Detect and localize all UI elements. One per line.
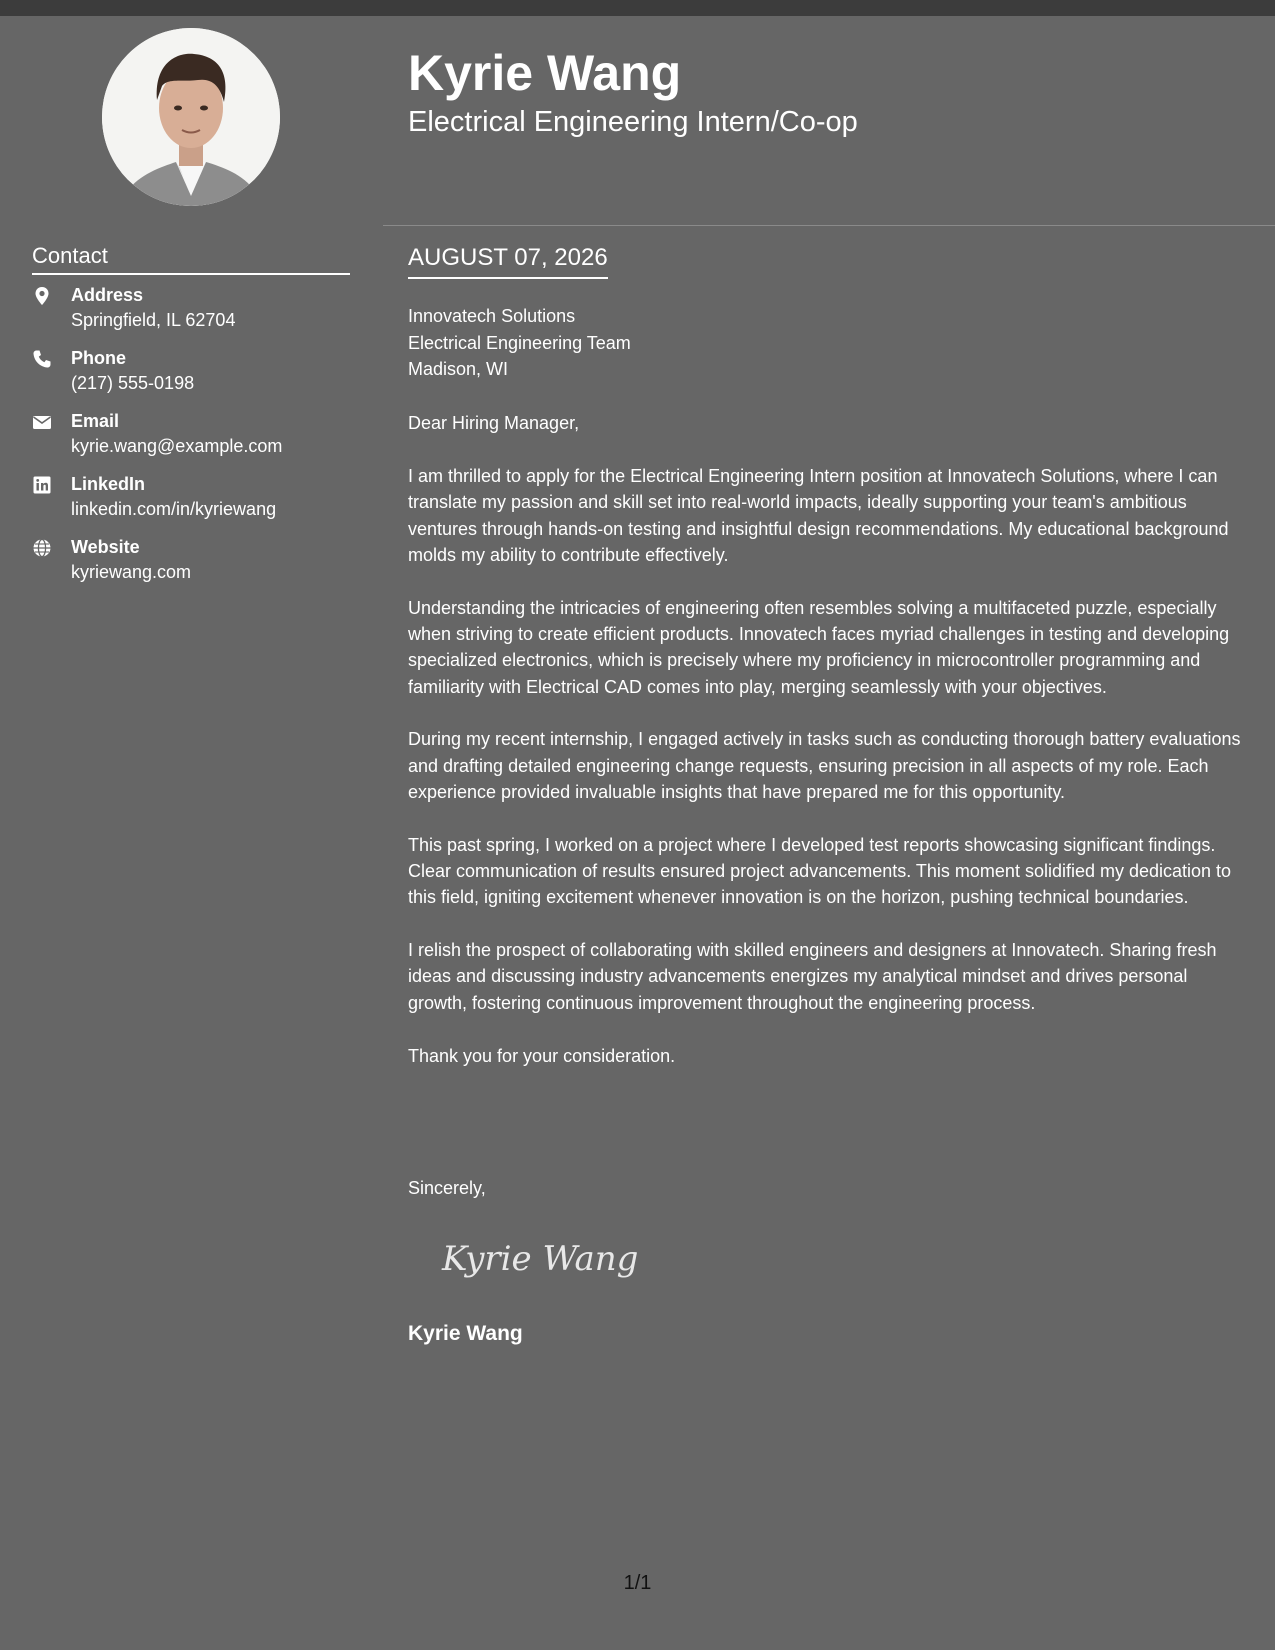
contact-value-email[interactable]: kyrie.wang@example.com <box>71 436 283 456</box>
signature <box>438 1232 658 1282</box>
contact-label-phone: Phone <box>71 348 127 368</box>
signature-image <box>438 1232 658 1282</box>
contact-label-linkedin: LinkedIn <box>71 474 146 494</box>
job-title: Electrical Engineering Intern/Co-op <box>408 106 858 138</box>
contact-item-address <box>32 284 362 347</box>
signer-name: Kyrie Wang <box>408 1322 523 1345</box>
body-paragraph: I relish the prospect of collaborating with skilled engineers and designers at Innovatech. Sharing fresh ideas and discussing industry advancements energizes my analytical mindset and drives personal growth, fostering continuous improvement throughout the engineering process. <box>408 940 1217 1013</box>
body-paragraph: This past spring, I worked on a project where I developed test reports showcasing significant findings. Clear communication of results ensured project advancements. This moment solidified my dedication to this field, igniting excitement whenever innovation is on the horizon, pushing technical boundaries. <box>408 834 1232 908</box>
contact-list <box>32 284 362 599</box>
recipient-company: Innovatech Solutions <box>408 306 576 326</box>
contact-heading: Contact <box>32 242 350 275</box>
profile-photo-illustration <box>102 28 280 206</box>
profile-photo <box>102 28 280 206</box>
contact-item-linkedin <box>32 473 362 536</box>
linkedin-icon <box>32 475 52 495</box>
body-paragraph: Thank you for your consideration. <box>408 1045 676 1066</box>
recipient-location: Madison, WI <box>408 359 509 379</box>
contact-label-address: Address <box>71 285 144 305</box>
header-divider <box>383 225 1275 226</box>
contact-label-email: Email <box>71 411 120 431</box>
phone-icon <box>32 349 52 369</box>
page-number: 1/1 <box>623 1572 652 1594</box>
contact-item-phone <box>32 347 362 410</box>
contact-label-website: Website <box>71 537 140 557</box>
contact-value-website[interactable]: kyriewang.com <box>71 562 192 582</box>
contact-item-email <box>32 410 362 473</box>
body-paragraph: I am thrilled to apply for the Electrical Engineering Intern position at Innovatech Solutions, where I can translate my passion and skill set into real-world impacts, ideally supporting your team's ambitious ventures through hands-on testing and insightful design recommendations. My educational background molds my ability to contribute effectively. <box>408 466 1229 565</box>
letter-body <box>408 463 1248 1095</box>
contact-item-website <box>32 536 362 599</box>
envelope-icon <box>32 412 52 432</box>
body-paragraph: During my recent internship, I engaged actively in tasks such as conducting thorough battery evaluations and drafting detailed engineering change requests, ensuring precision in all aspects of my role. Each experience provided invaluable insights that have prepared me for this opportunity. <box>408 729 1241 802</box>
closing: Sincerely, <box>408 1178 486 1198</box>
contact-value-linkedin[interactable]: linkedin.com/in/kyriewang <box>71 499 277 519</box>
contact-value-address: Springfield, IL 62704 <box>71 310 236 330</box>
globe-icon <box>32 538 52 558</box>
map-pin-icon <box>32 286 52 306</box>
applicant-name: Kyrie Wang <box>408 45 682 101</box>
sidebar <box>0 16 383 1650</box>
recipient-team: Electrical Engineering Team <box>408 332 631 353</box>
salutation: Dear Hiring Manager, <box>408 413 580 433</box>
body-paragraph: Understanding the intricacies of engineering often resembles solving a multifaceted puzzle, especially when striving to create efficient products. Innovatech faces myriad challenges in testing and developing specialized electronics, which is precisely where my proficiency in microcontroller programming and familiarity with Electrical CAD comes into play, merging seamlessly with your objectives. <box>408 597 1230 697</box>
signature-text: Kyrie Wang <box>442 1239 639 1279</box>
recipient-block <box>408 303 631 383</box>
top-strip <box>0 0 1275 16</box>
contact-value-phone: (217) 555-0198 <box>71 373 195 393</box>
letter-date: AUGUST 07, 2026 <box>408 243 608 279</box>
